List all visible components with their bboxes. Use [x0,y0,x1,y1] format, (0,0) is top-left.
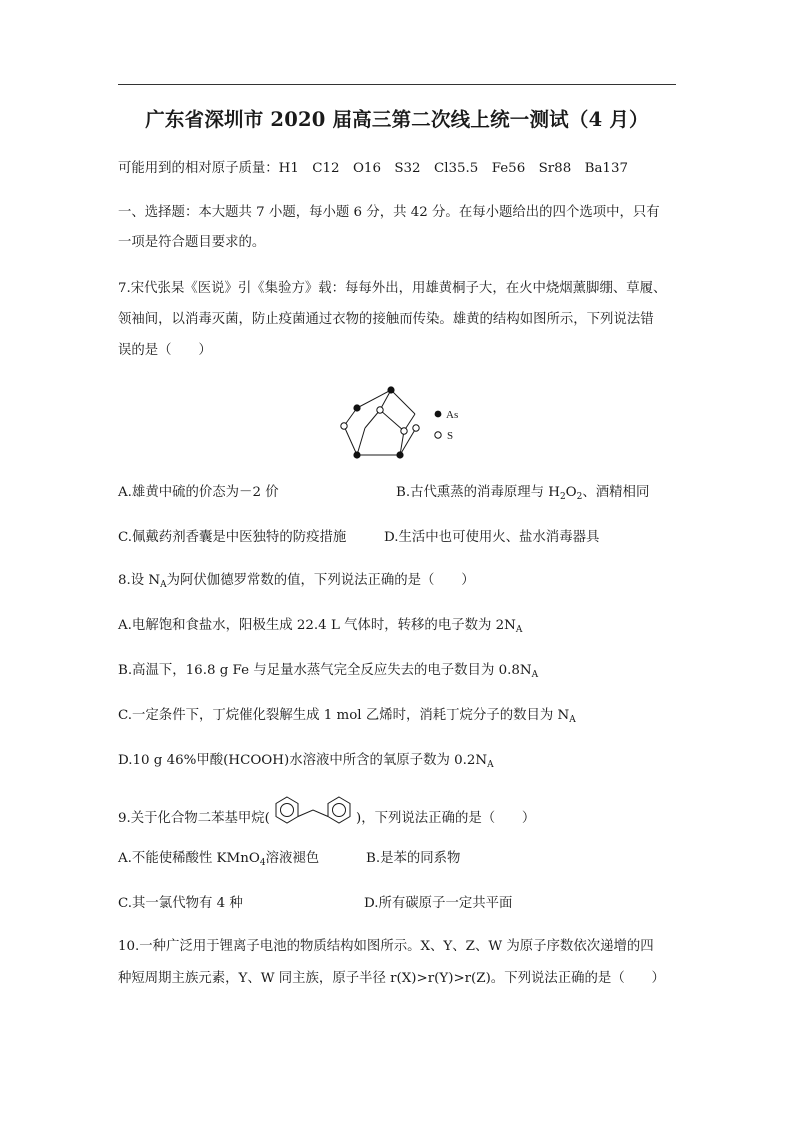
q7-stem-line1: 7.宋代张杲《医说》引《集验方》载：每每外出，用雄黄桐子大，在火中烧烟薰脚绷、草履、 [118,281,667,296]
benzene-ring-right [328,797,350,823]
aromatic-circle-right [333,804,346,817]
q9-stem-pre: 9.关于化合物二苯基甲烷( [118,811,270,826]
legend-as-label: As [446,409,459,421]
as-atom [387,386,394,393]
as-atom [353,404,360,411]
s-atom [413,425,419,431]
legend-s-label: S [447,430,454,442]
q9-option-b: B.是苯的同系物 [366,851,461,866]
header-rule [118,84,676,85]
s-atom [377,407,383,413]
q7-option-d: D.生活中也可使用火、盐水消毒器具 [384,530,600,545]
q7-option-a: A.雄黄中硫的价态为－2 价 [118,485,279,500]
q9-option-c: C.其一氯代物有 4 种 [118,896,243,911]
as-atom [396,451,403,458]
methylene-bridge [298,810,328,817]
s-atom [341,423,347,429]
legend-as-marker [435,411,442,418]
q8-option-c: C.一定条件下，丁烷催化裂解生成 1 mol 乙烯时，消耗丁烷分子的数目为 $N_A$ [118,708,576,725]
legend-s-marker [435,432,441,438]
section-instructions-line2: 一项是符合题目要求的。 [118,235,266,250]
q9-stem-post: )，下列说法正确的是（ ） [356,811,536,826]
q8-option-a: A.电解饱和食盐水，阳极生成 22.4 L 气体时，转移的电子数为 $2N_A$ [118,618,523,635]
section-instructions-line1: 一、选择题：本大题共 7 小题，每小题 6 分，共 42 分。在每小题给出的四个选项中，只有 [118,205,660,220]
q7-stem-line2: 领袖间，以消毒灭菌，防止疫菌通过衣物的接触而传染。雄黄的结构如图所示，下列说法错 [118,312,654,327]
q10-stem-line2: 种短周期主族元素，Y、W 同主族，原子半径 r(X)>r(Y)>r(Z)。下列说法正确的是（ ） [118,971,665,986]
structure-bonds [344,390,416,455]
q8-stem: 8.设 $N_A$为阿伏伽德罗常数的值，下列说法正确的是（ ） [118,573,475,590]
q10-stem-line1: 10.一种广泛用于锂离子电池的物质结构如图所示。X、Y、Z、W 为原子序数依次递增的四 [118,939,654,954]
q9-option-a: A.不能使稀酸性 KMnO$_4$溶液褪色 [118,851,320,868]
q7-option-c: C.佩戴药剂香囊是中医独特的防疫措施 [118,530,347,545]
s-atom [401,428,407,434]
q9-option-d: D.所有碳原子一定共平面 [364,896,513,911]
atomic-masses-line: 可能用到的相对原子质量：H1 C12 O16 S32 Cl35.5 Fe56 Sr88 Ba137 [118,161,628,176]
benzene-ring-left [276,797,298,823]
q8-option-d: D.10 g 46%甲酸(HCOOH)水溶液中所含的氧原子数为 $0.2N_A$ [118,753,494,770]
as-atom [353,451,360,458]
aromatic-circle-left [281,804,294,817]
exam-title: 广东省深圳市 2020 届高三第二次线上统一测试（4 月） [145,108,649,131]
realgar-structure-diagram [330,380,470,462]
diphenylmethane-structure [270,794,356,832]
q7-stem-line3: 误的是（ ） [118,343,212,358]
q8-option-b: B.高温下，16.8 g Fe 与足量水蒸气完全反应失去的电子数目为 $0.8N_A$ [118,663,539,680]
q7-option-b: B.古代熏蒸的消毒原理与 $H_2O_2$、酒精相同 [396,485,650,502]
